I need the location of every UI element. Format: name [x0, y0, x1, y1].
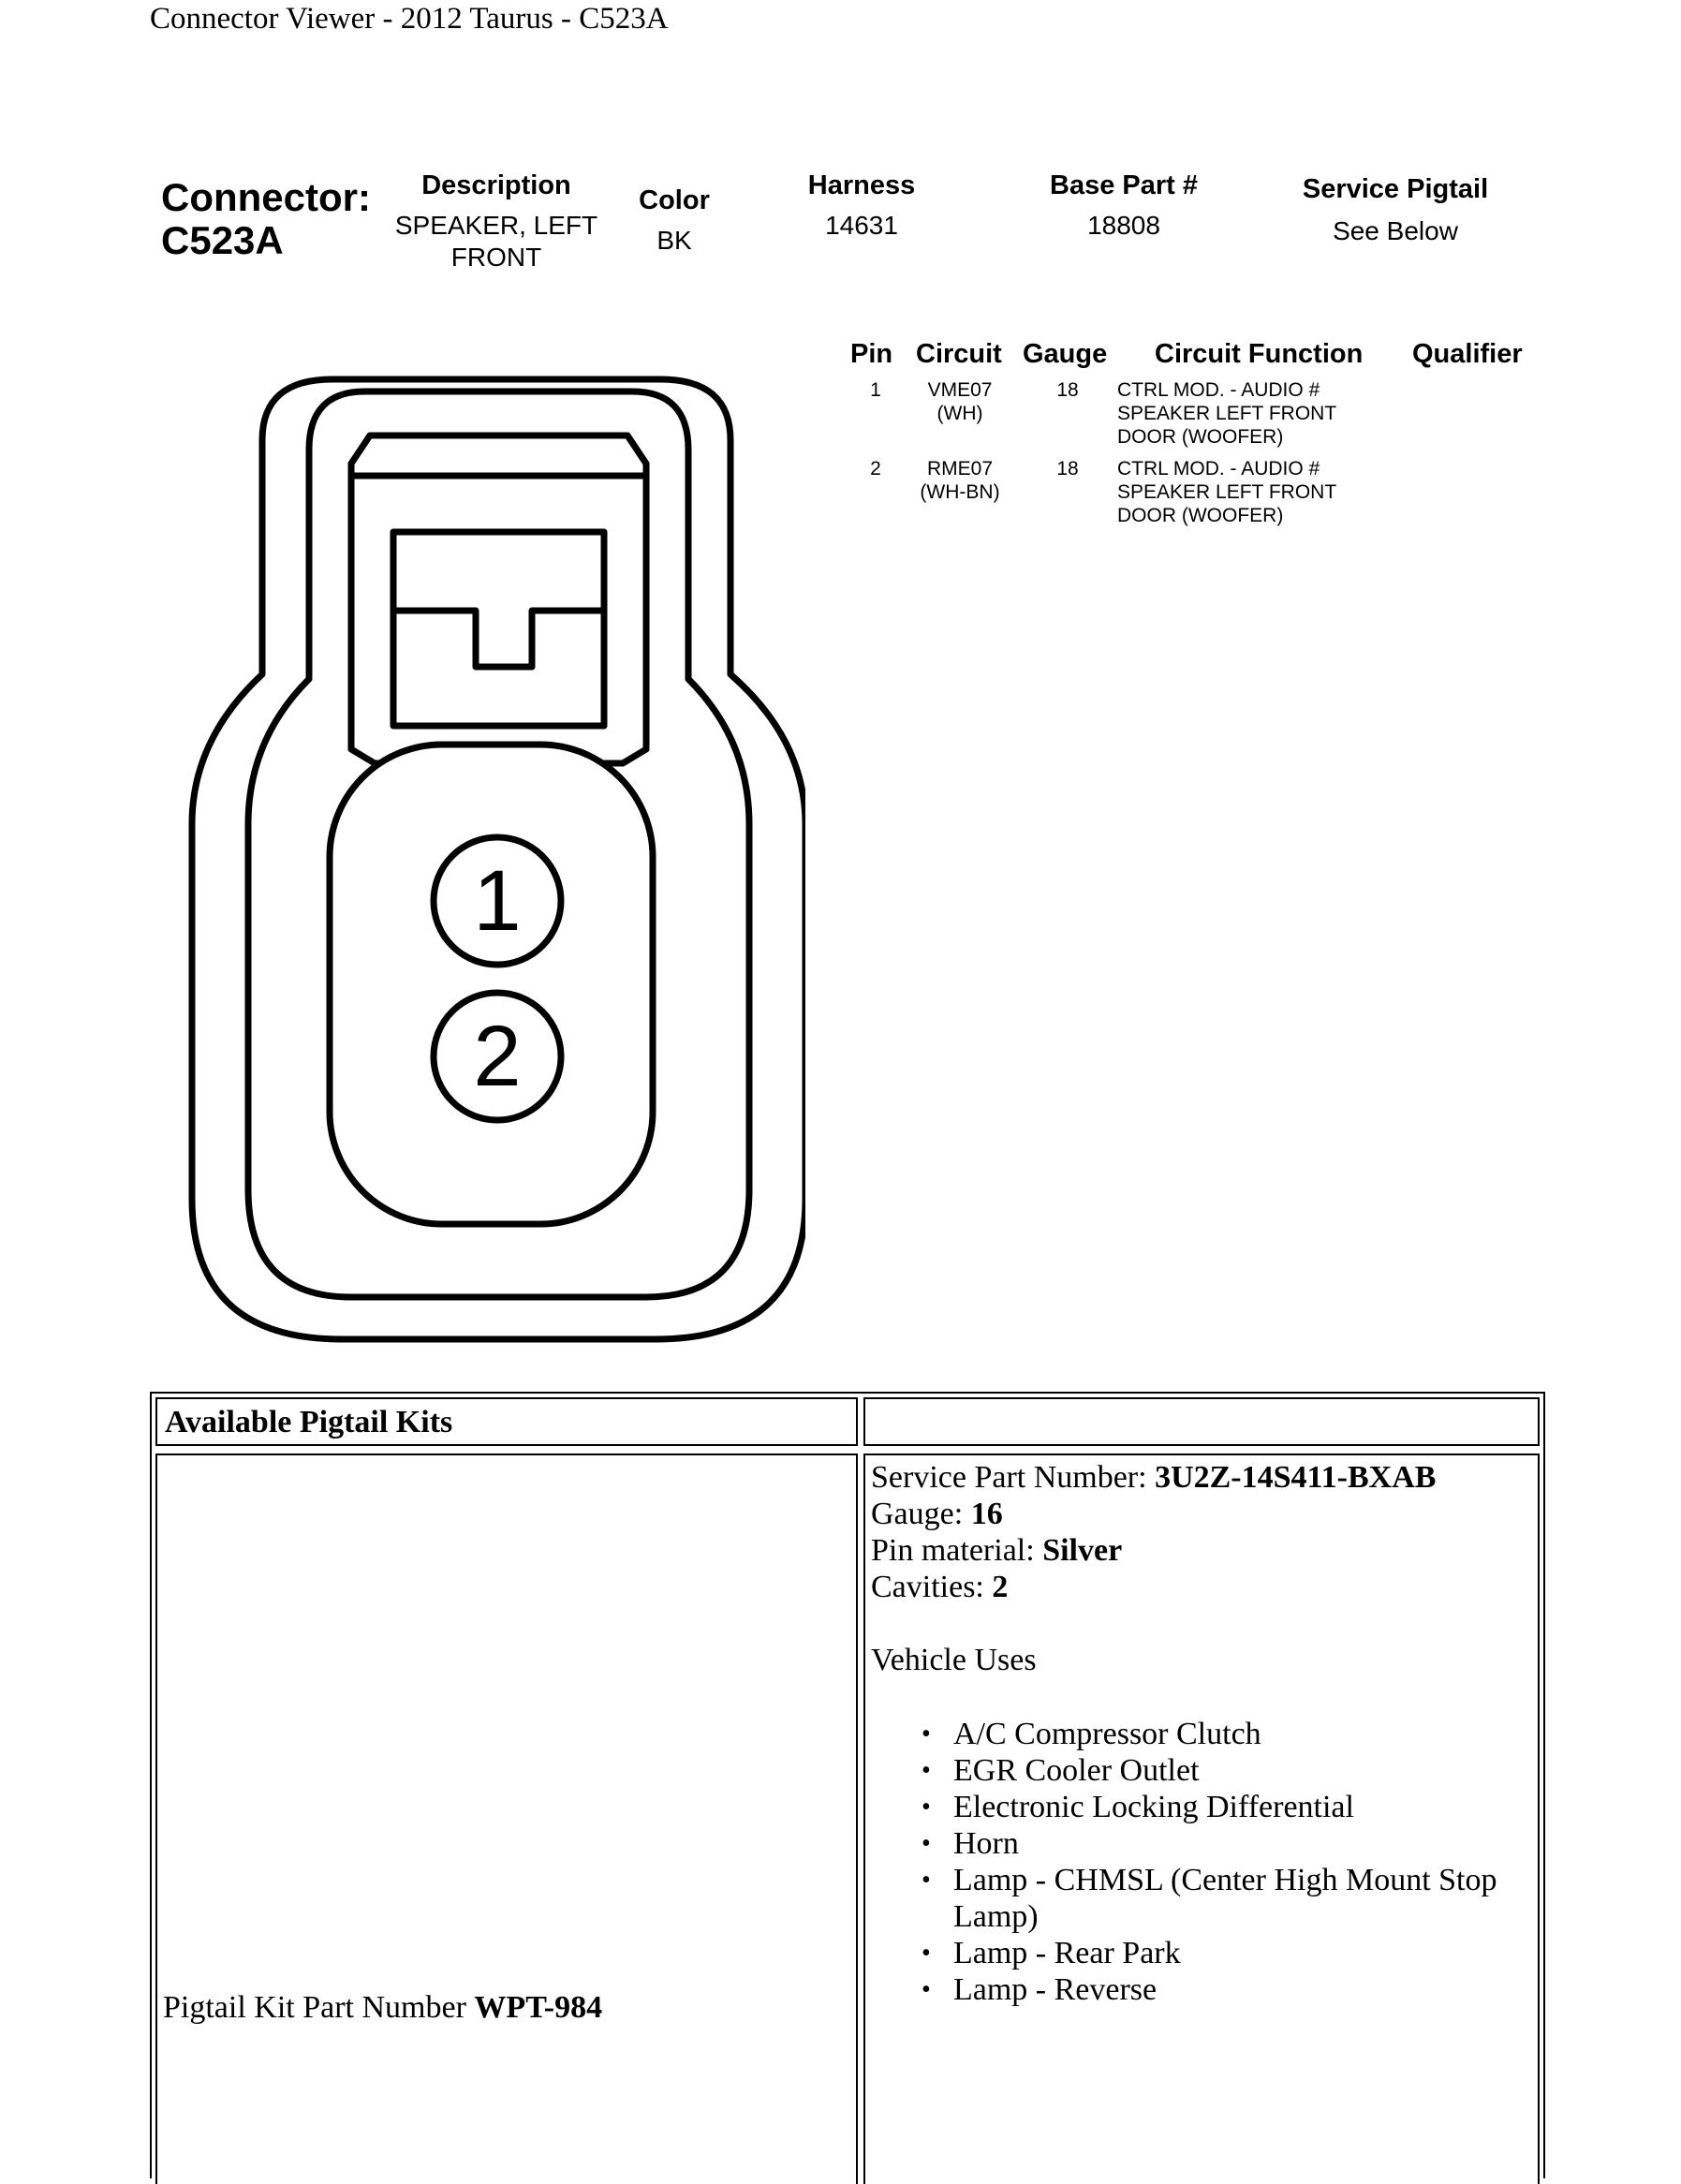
description-value	[375, 210, 618, 273]
cavities-line	[871, 1569, 1540, 1605]
service-pigtail-header: Service Pigtail	[1302, 174, 1489, 204]
harness-header: Harness	[807, 170, 916, 200]
function-line: CTRL MOD. - AUDIO #	[1117, 458, 1320, 480]
pin-table-header-gauge: Gauge	[1023, 339, 1108, 369]
function-line: DOOR (WOOFER)	[1117, 505, 1284, 526]
list-item: • Electronic Locking Differential	[871, 1789, 1540, 1825]
function-line: CTRL MOD. - AUDIO #	[1117, 379, 1320, 401]
connector-face-diagram	[187, 370, 805, 1349]
pigtail-kit-part	[163, 1989, 602, 2026]
pin-circuit	[899, 457, 1021, 504]
base-part-header: Base Part #	[1050, 170, 1198, 200]
service-part-line	[871, 1459, 1540, 1496]
circuit-code: RME07	[926, 458, 994, 480]
pin-table-header-qualifier: Qualifier	[1412, 339, 1523, 369]
pin-table-header-circuit: Circuit	[916, 339, 1002, 369]
gauge-value: 16	[970, 1497, 1003, 1531]
cavities-label: Cavities:	[871, 1570, 993, 1604]
gauge-label: Gauge:	[871, 1497, 971, 1531]
color-header: Color	[639, 185, 710, 215]
pin-material-label: Pin material:	[871, 1533, 1043, 1568]
pin-table-header-pin: Pin	[850, 339, 893, 369]
pin-number: 2	[870, 458, 881, 480]
latch-window-notch	[393, 611, 604, 667]
list-item: • A/C Compressor Clutch	[871, 1716, 1540, 1752]
list-item: • Lamp - CHMSL (Center High Mount Stop Lamp)	[871, 1862, 1540, 1935]
harness-value: 14631	[825, 211, 898, 240]
service-part-number: 3U2Z-14S411-BXAB	[1155, 1460, 1437, 1495]
function-line: SPEAKER LEFT FRONT	[1117, 403, 1337, 424]
list-item: • Horn	[871, 1825, 1540, 1862]
pin-material-line	[871, 1532, 1540, 1569]
pigtail-details	[871, 1459, 1540, 2008]
pigtail-header-empty-cell	[863, 1397, 1540, 1446]
base-part-value: 18808	[1087, 211, 1160, 240]
latch-window	[393, 532, 604, 726]
pin-table-header-function: Circuit Function	[1155, 339, 1364, 369]
page-title: Connector Viewer - 2012 Taurus - C523A	[150, 2, 669, 36]
circuit-code: VME07	[927, 379, 993, 401]
description-header: Description	[421, 170, 571, 200]
description-line1: SPEAKER, LEFT	[394, 211, 598, 240]
pin-gauge: 18	[1056, 379, 1079, 401]
pin-1-label: 1	[473, 853, 522, 949]
list-item: • EGR Cooler Outlet	[871, 1752, 1540, 1789]
circuit-wire-color: (WH-BN)	[920, 481, 1000, 503]
pin-cavity-area	[330, 745, 653, 1224]
pin-number: 1	[870, 379, 881, 401]
connector-label: Connector:	[161, 175, 371, 219]
service-pigtail-value: See Below	[1333, 216, 1458, 245]
pin-2-label: 2	[473, 1009, 522, 1104]
connector-heading	[161, 176, 371, 262]
pin-gauge: 18	[1056, 458, 1079, 480]
pigtail-kit-part-label: Pigtail Kit Part Number	[163, 1990, 475, 2025]
function-line: DOOR (WOOFER)	[1117, 426, 1284, 448]
circuit-wire-color: (WH)	[936, 403, 983, 424]
connector-id: C523A	[161, 218, 284, 262]
pigtail-kit-part-number: WPT-984	[474, 1990, 603, 2025]
color-value: BK	[656, 226, 692, 255]
cavities-value: 2	[992, 1570, 1009, 1604]
gauge-line	[871, 1496, 1540, 1532]
vehicle-uses-list	[871, 1716, 1540, 2008]
description-line2: FRONT	[450, 243, 542, 272]
service-part-label: Service Part Number:	[871, 1460, 1156, 1495]
vehicle-uses-title: Vehicle Uses	[871, 1643, 1037, 1677]
list-item: • Lamp - Rear Park	[871, 1935, 1540, 1971]
pigtail-details-cell	[863, 1454, 1540, 2184]
pin-function	[1117, 457, 1336, 527]
list-item: • Lamp - Reverse	[871, 1971, 1540, 2008]
pigtail-kit-cell	[155, 1454, 858, 2184]
pin-material-value: Silver	[1042, 1533, 1123, 1568]
function-line: SPEAKER LEFT FRONT	[1117, 481, 1337, 503]
pigtail-section-title: Available Pigtail Kits	[155, 1397, 858, 1446]
pin-circuit	[899, 378, 1021, 425]
pin-function	[1117, 378, 1336, 449]
